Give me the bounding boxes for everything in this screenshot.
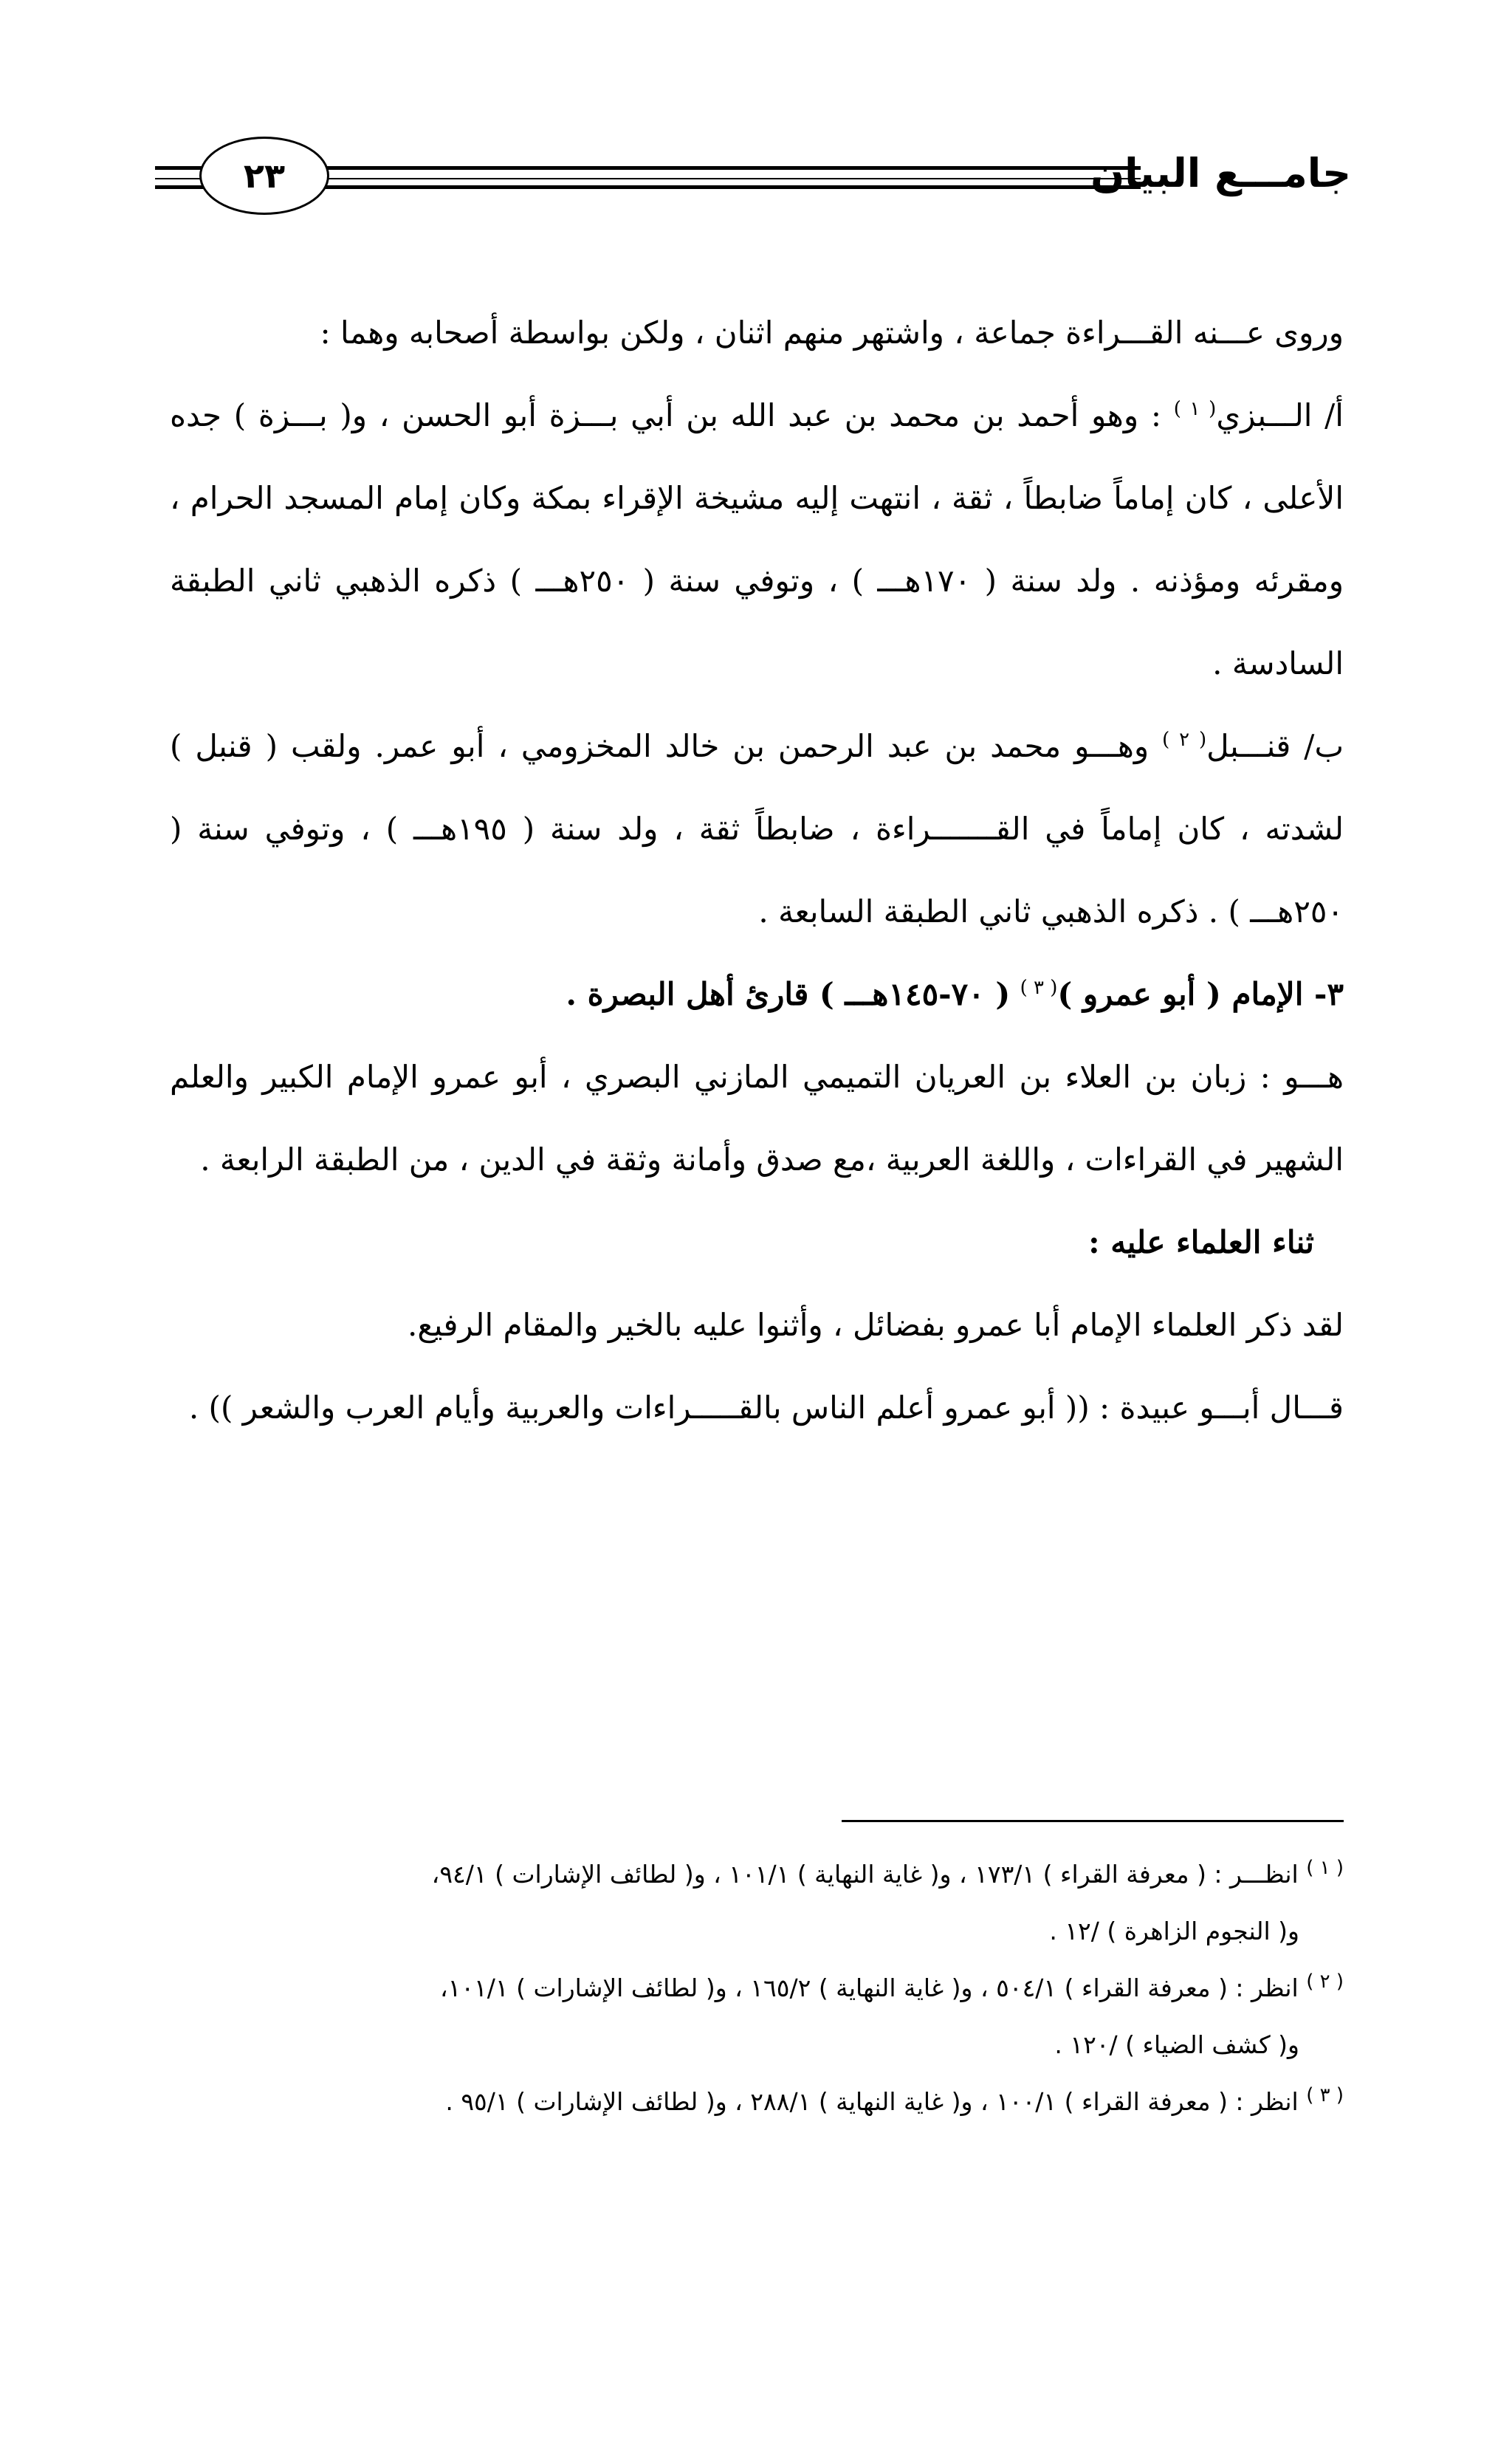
footnote-number: ( ٢ ) [1306, 1971, 1344, 1993]
qunbul-label: ب/ قنـــبل [1206, 728, 1344, 764]
abu-amr-rest: ( ٧٠-١٤٥هـــ ) قارئ أهل البصرة . [566, 976, 1011, 1012]
footnote-line: انظـــر : ( معرفة القراء ) ١٧٣/١ ، و( غاية النهاية ) ١٠١/١ ، و( لطائف الإشارات ) ٩٤/١، [431, 1860, 1299, 1889]
praise-heading: ثناء العلماء عليه : [1088, 1224, 1314, 1260]
bazzi-text: : وهو أحمد بن محمد بن عبد الله بن أبي بـــزة أبو الحسن ، و( بـــزة ) جده الأعلى ، كان إماماً ضابطاً ، ثقة ، انتهت إليه مشيخة الإقراء بمكة وكان إمام المسجد الحرام ، ومقرئه ومؤذنه . ولد سنة ( ١٧٠هـــ ) ، وتوفي سنة ( ٢٥٠هـــ ) ذكره الذهبي ثاني الطبقة السادسة . [170, 397, 1344, 681]
qunbul-text: وهـــو محمد بن عبد الرحمن بن خالد المخزومي ، أبو عمر. ولقب ( قنبل ) لشدته ، كان إماماً في القـــــــراءة ، ضابطاً ثقة ، ولد سنة ( ١٩٥هـــ ) ، وتوفي سنة ( ٢٥٠هـــ ) . ذكره الذهبي ثاني الطبقة السابعة . [170, 728, 1344, 930]
paragraph-abu-amr-bio: هـــو : زبان بن العلاء بن العريان التميمي المازني البصري ، أبو عمرو الإمام الكبير والعلم الشهير في القراءات ، واللغة العربية ،مع صدق وأمانة وثقة في الدين ، من الطبقة الرابعة . [170, 1059, 1344, 1178]
book-title: جامـــع البيان [1090, 150, 1351, 196]
page-number [199, 137, 329, 215]
heading-abu-amr [170, 953, 1344, 1036]
bazzi-label: أ/ الـــبزي [1216, 397, 1344, 433]
paragraph-bazzi [170, 374, 1344, 705]
footnote-line: انظر : ( معرفة القراء ) ٥٠٤/١ ، و( غاية النهاية ) ١٦٥/٢ ، و( لطائف الإشارات ) ١٠١/١، [439, 1974, 1299, 2002]
footnote-number: ( ٣ ) [1306, 2084, 1344, 2106]
paragraph-quote: قـــال أبـــو عبيدة : (( أبو عمرو أعلم الناس بالقـــــراءات والعربية وأيام العرب والشعر )) . [188, 1389, 1344, 1426]
main-text [170, 292, 1344, 1449]
paragraph-transmitters: وروى عـــنه القـــراءة جماعة ، واشتهر منهم اثنان ، ولكن بواسطة أصحابه وهما : [320, 315, 1344, 351]
footnote-2 [162, 1959, 1344, 2073]
footnotes [162, 1846, 1344, 2130]
footnote-line: و( النجوم الزاهرة ) /١٢ . [1049, 1917, 1299, 1945]
footnote-number: ( ١ ) [1306, 1857, 1344, 1879]
paragraph-qunbul [170, 705, 1344, 953]
footnote-separator [842, 1820, 1344, 1822]
footnote-line: انظر : ( معرفة القراء ) ١٠٠/١ ، و( غاية النهاية ) ٢٨٨/١ ، و( لطائف الإشارات ) ٩٥/١ . [445, 2087, 1299, 2116]
paragraph-praise: لقد ذكر العلماء الإمام أبا عمرو بفضائل ، وأثنوا عليه بالخير والمقام الرفيع. [408, 1307, 1344, 1343]
page-header [155, 137, 1351, 225]
footnote-1 [162, 1846, 1344, 1959]
footnote-marker: ( ٢ ) [1162, 729, 1207, 751]
abu-amr-title: ٣- الإمام ( أبو عمرو ) [1057, 976, 1344, 1012]
footnote-line: و( كشف الضياء ) /١٢٠ . [1054, 2030, 1299, 2059]
footnote-marker: ( ٣ ) [1020, 977, 1058, 999]
page-number-text: ٢٣ [243, 156, 286, 196]
footnote-marker: ( ١ ) [1173, 398, 1217, 420]
footnote-3 [162, 2073, 1344, 2130]
